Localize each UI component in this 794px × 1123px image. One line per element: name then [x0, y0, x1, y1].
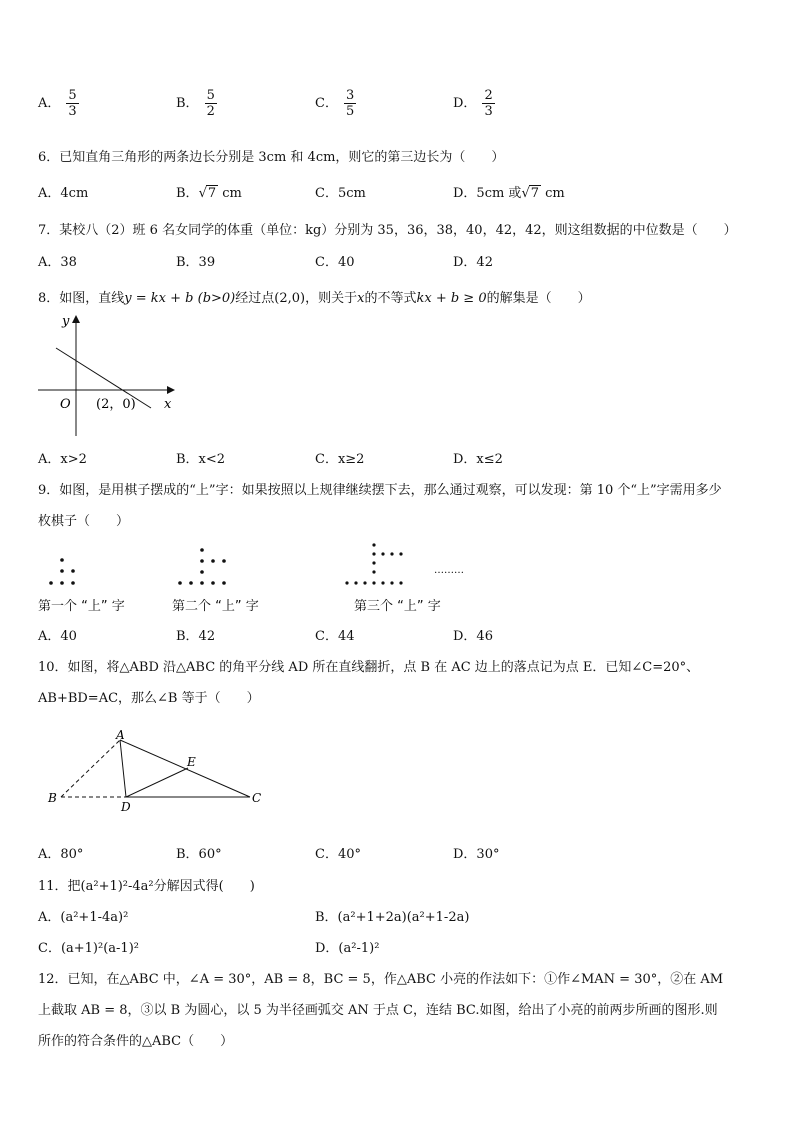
q10-label-e: E	[187, 755, 196, 769]
q8-option-b: B．x<2	[176, 452, 226, 467]
q10-option-d: D．30°	[453, 847, 500, 862]
q12-line2: 上截取 AB = 8，③以 B 为圆心，以 5 为半径画弧交 AN 于点 C，连结 BC.如图，给出了小亮的前两步所画的图形.则	[38, 1003, 718, 1018]
q10-label-c: C	[252, 791, 262, 805]
q12-line3: 所作的符合条件的△ABC（ ）	[38, 1034, 234, 1049]
q10-segment-ac	[120, 740, 250, 797]
q9-option-a: A．40	[38, 629, 77, 644]
q5-option-b: B． $\frac{5}{2}$	[176, 88, 215, 119]
q10-segment-ad	[120, 740, 126, 797]
q10-figure	[46, 730, 276, 830]
q9-caption-2: 第二个 “上” 字	[172, 599, 259, 614]
q8-point-label: (2，0)	[96, 397, 136, 412]
q7-option-d: D．42	[453, 255, 493, 270]
q7-stem: 7．某校八（2）班 6 名女同学的体重（单位：kg）分别为 35，36，38，40，42，42，则这组数据的中位数是（ ）	[38, 223, 737, 238]
q10-label-a: A	[116, 728, 125, 742]
q6-stem: 6．已知直角三角形的两条边长分别是 3cm 和 4cm，则它的第三边长为（ ）	[38, 150, 505, 165]
q10-option-c: C．40°	[315, 847, 361, 862]
q10-option-a: A．80°	[38, 847, 84, 862]
q10-label-d: D	[121, 800, 131, 814]
q9-caption-1: 第一个 “上” 字	[38, 599, 125, 614]
q10-segment-ab	[61, 740, 120, 797]
q8-y-arrow	[72, 315, 80, 323]
q8-option-a: A．x>2	[38, 452, 87, 467]
q8-figure	[36, 313, 186, 438]
q9-stem-line1: 9．如图，是用棋子摆成的“上”字：如果按照以上规律继续摆下去，那么通过观察，可以发现：第 10 个“上”字需用多少	[38, 483, 722, 498]
q9-ellipsis: ………	[434, 565, 464, 576]
q6-option-b: B．√7 cm	[176, 186, 242, 201]
q9-figure	[36, 545, 476, 595]
q10-label-b: B	[48, 791, 57, 805]
q9-stem-line2: 枚棋子（ ）	[38, 514, 130, 529]
q10-stem-line2: AB+BD=AC，那么∠B 等于（ ）	[38, 691, 260, 706]
q6-option-a: A．4cm	[38, 186, 89, 201]
q9-option-b: B．42	[176, 629, 216, 644]
q9-figure-2	[178, 548, 226, 585]
q8-stem: 8．如图，直线y = kx + b (b>0)经过点(2,0)，则关于x的不等式kx + b ≥ 0的解集是（ ）	[38, 291, 591, 306]
q5-option-c: C． $\frac{3}{5}$	[315, 88, 355, 119]
q8-option-c: C．x≥2	[315, 452, 365, 467]
q11-option-c: C．(a+1)²(a-1)²	[38, 941, 139, 956]
q9-figure-1	[49, 558, 75, 585]
q6-option-d: D．5cm 或√7 cm	[453, 186, 565, 201]
q8-y-label: y	[62, 314, 70, 329]
q7-option-c: C．40	[315, 255, 355, 270]
q5-option-a: A． $\frac{5}{3}$	[38, 88, 77, 119]
q5-option-d: D． $\frac{2}{3}$	[453, 88, 493, 119]
q10-segment-de	[126, 768, 188, 797]
q11-option-a: A．(a²+1-4a)²	[38, 910, 129, 925]
q11-option-b: B．(a²+1+2a)(a²+1-2a)	[315, 910, 470, 925]
q9-option-c: C．44	[315, 629, 355, 644]
q7-option-a: A．38	[38, 255, 77, 270]
q9-figure-3	[345, 543, 402, 584]
q8-x-label: x	[164, 397, 172, 412]
q8-option-d: D．x≤2	[453, 452, 503, 467]
q8-x-arrow	[167, 386, 175, 394]
q10-option-b: B．60°	[176, 847, 222, 862]
q11-stem: 11．把(a²+1)²-4a²分解因式得( )	[38, 879, 255, 894]
q8-origin-label: O	[60, 397, 71, 412]
q12-line1: 12．已知，在△ABC 中，∠A = 30°，AB = 8，BC = 5，作△ABC 小亮的作法如下：①作∠MAN = 30°，②在 AM	[38, 972, 724, 987]
q9-caption-3: 第三个 “上” 字	[354, 599, 441, 614]
q11-option-d: D．(a²-1)²	[315, 941, 380, 956]
q10-stem-line1: 10．如图，将△ABD 沿△ABC 的角平分线 AD 所在直线翻折，点 B 在 AC 边上的落点记为点 E．已知∠C=20°、	[38, 660, 700, 675]
q6-option-c: C．5cm	[315, 186, 366, 201]
q9-option-d: D．46	[453, 629, 493, 644]
q7-option-b: B．39	[176, 255, 216, 270]
